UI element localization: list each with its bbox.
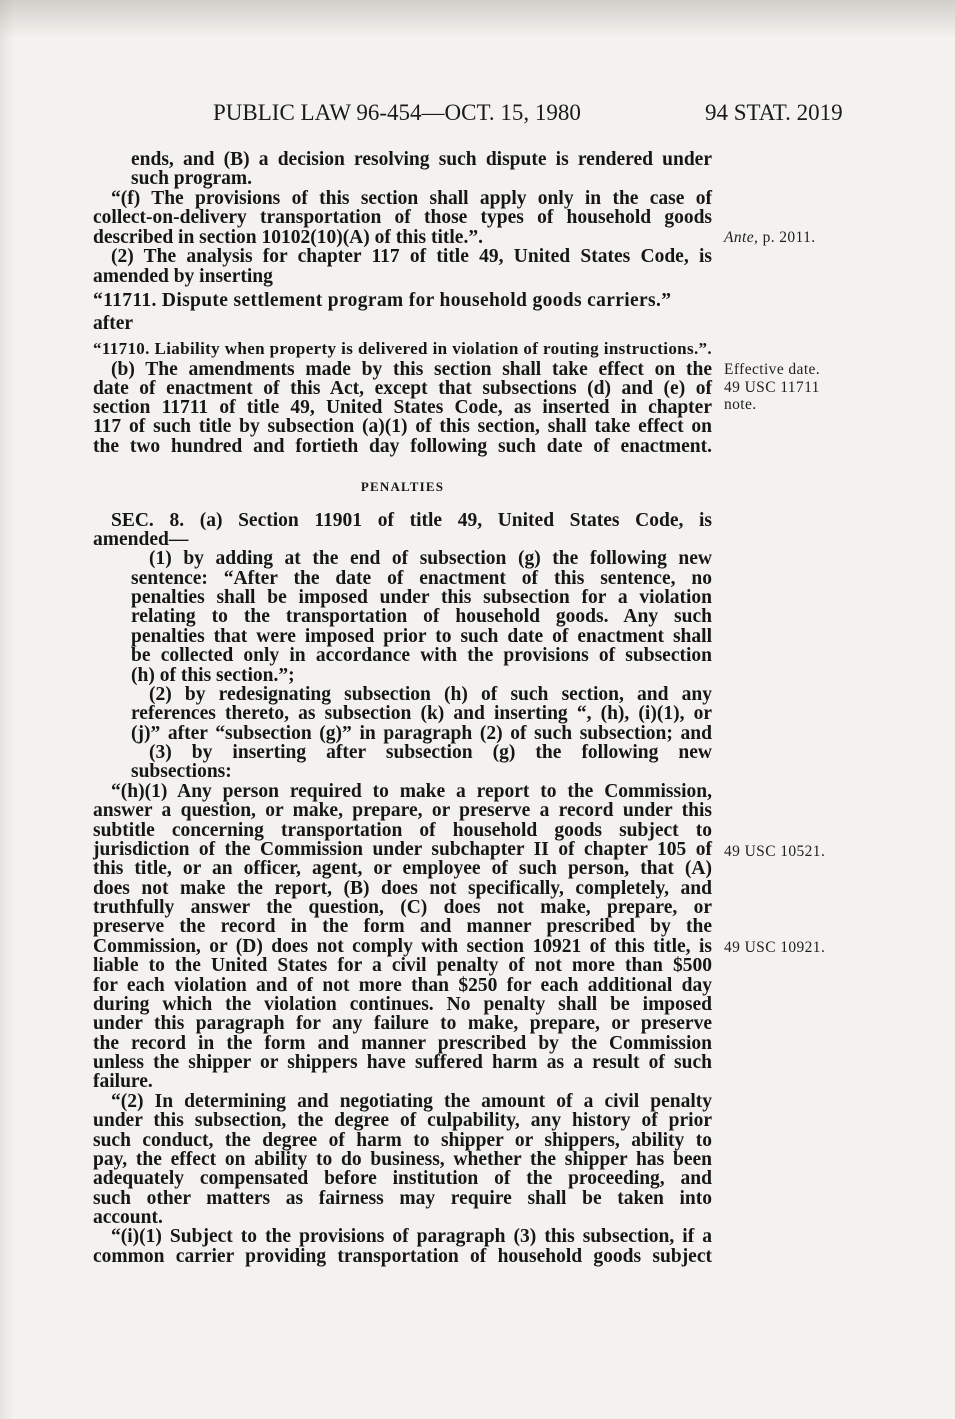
margin-note-usc-10921: 49 USC 10921. [724,939,826,956]
after-word [93,314,712,334]
text-line: “11711. Dispute settlement program for household goods carriers.” [93,290,672,311]
text-line: relating to the transportation of household goods. Any such [131,606,712,628]
margin-note-ante-italic: Ante, [724,229,759,246]
text-line: “(2) In determining and negotiating the amount of a civil penalty [111,1090,712,1112]
text-line: SEC. 8. (a) Section 11901 of title 49, United States Code, is [111,509,712,531]
inserted-section-entry [93,291,712,311]
text-line: “(i)(1) Subject to the provisions of paragraph (3) this subsection, if a [111,1226,712,1248]
text-line: subsections: [131,761,232,783]
text-line: described in section 10102(10)(A) of this title.”. [93,226,483,248]
text-line: common carrier providing transportation of household goods subject [93,1245,712,1267]
amendment-text-block-a [93,150,712,287]
page-header-stat-number: 94 STAT. 2019 [705,100,843,125]
text-line: (b) The amendments made by this section shall take effect on the [111,358,712,380]
text-line: be collected only in accordance with the provisions of subsection [131,645,712,667]
text-line: under this subsection, the degree of culpability, any history of prior [93,1110,712,1132]
section-heading-penalties: PENALTIES [360,479,445,494]
margin-note-line: note. [724,396,757,413]
text-line: the two hundred and fortieth day following such date of enactment. [93,435,712,457]
text-line: (2) The analysis for chapter 117 of title 49, United States Code, is [111,246,712,267]
text-line: such other matters as fairness may require shall be taken into [93,1187,712,1209]
text-line: amended by inserting [93,265,273,287]
text-line: (2) by redesignating subsection (h) of such section, and any [149,683,712,705]
text-line: 117 of such title by subsection (a)(1) of this section, shall take effect on [93,416,712,438]
text-line: (3) by inserting after subsection (g) the following new [149,742,712,763]
text-line: adequately compensated before institution of the proceeding, and [93,1168,712,1190]
margin-note-ante-page: p. 2011. [762,229,816,246]
margin-note-ante [724,229,816,247]
text-line: subtitle concerning transportation of household goods subject to [93,819,712,841]
text-line: “(h)(1) Any person required to make a report to the Commission, [111,780,712,802]
text-line: pay, the effect on ability to do business, whether the shipper has been [93,1148,712,1170]
page-header-title: PUBLIC LAW 96-454—OCT. 15, 1980 [213,100,581,125]
text-line: (1) by adding at the end of subsection (g) the following new [149,548,712,570]
margin-note-usc-10521: 49 USC 10521. [724,843,826,860]
penalties-text-block [93,511,712,1267]
text-line: penalties shall be imposed under this subsection for a violation [131,587,712,608]
text-line: after [93,312,134,334]
text-line: references thereto, as subsection (k) and inserting “, (h), (i)(1), or [131,703,712,725]
text-line: amended— [93,528,189,550]
amendment-text-block-b [93,360,712,456]
text-line: such program. [131,168,252,189]
text-line: (h) of this section.”; [131,664,295,686]
text-line: such conduct, the degree of harm to shipper or shippers, ability to [93,1129,712,1151]
text-line: truthfully answer the question, (C) does not make, prepare, or [93,897,712,918]
text-line: the record in the form and manner prescribed by the Commission [93,1032,712,1054]
text-line: this title, or an officer, agent, or employee of such person, that (A) [93,858,712,880]
margin-note-effective-date [724,361,820,414]
text-line: failure. [93,1071,153,1093]
text-line: liable to the United States for a civil penalty of not more than $500 [93,955,712,977]
text-line: “(f) The provisions of this section shall apply only in the case of [111,187,712,209]
text-line: answer a question, or make, prepare, or preserve a record under this [93,800,712,822]
text-line: (j)” after “subsection (g)” in paragraph (2) of such subsection; and [131,722,712,744]
text-line: ends, and (B) a decision resolving such dispute is rendered under [131,148,712,170]
text-line: unless the shipper or shippers have suffered harm as a result of such [93,1052,712,1073]
text-line: account. [93,1207,163,1228]
text-line: jurisdiction of the Commission under subchapter II of chapter 105 of [93,838,712,860]
text-line: for each violation and of not more than $250 for each additional day [93,974,712,996]
existing-section-entry [93,339,712,359]
text-line: penalties that were imposed prior to such date of enactment shall [131,625,712,647]
text-line: sentence: “After the date of enactment of this sentence, no [131,567,712,589]
text-line: preserve the record in the form and manner prescribed by the [93,916,712,938]
text-line: section 11711 of title 49, United States Code, as inserted in chapter [93,397,712,419]
text-line: collect-on-delivery transportation of those types of household goods [93,207,712,228]
text-line: during which the violation continues. No penalty shall be imposed [93,993,712,1015]
text-line: does not make the report, (B) does not specifically, completely, and [93,877,712,899]
margin-note-line: 49 USC 11711 [724,378,820,396]
margin-note-line: Effective date. [724,361,821,378]
text-line: “11710. Liability when property is delivered in violation of routing instructions.”. [93,339,712,358]
text-line: date of enactment of this Act, except that subsections (d) and (e) of [93,377,712,399]
text-line: Commission, or (D) does not comply with section 10921 of this title, is [93,935,712,957]
text-line: under this paragraph for any failure to make, prepare, or preserve [93,1013,712,1035]
